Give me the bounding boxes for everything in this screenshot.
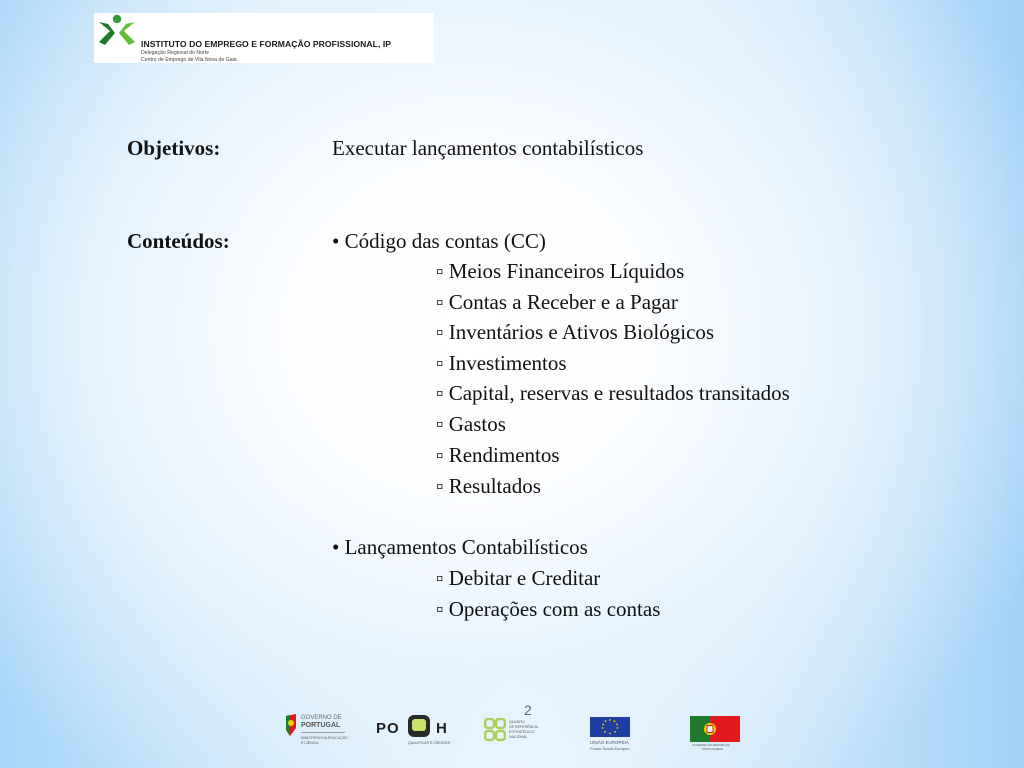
- list-item: ▫ Meios Financeiros Líquidos: [436, 259, 685, 283]
- poph-logo: PO H QUALIFICAR É CRESCER: [374, 714, 454, 750]
- uniao-europeia-logo: UNIÃO EUROPEIA Fundo Social Europeu: [588, 717, 644, 751]
- objectives-text: Executar lançamentos contabilísticos: [332, 136, 644, 160]
- qren-mark-icon: [484, 718, 506, 742]
- eu-flag-icon: [590, 717, 630, 737]
- sub-bullet: ▫: [436, 259, 444, 283]
- sub-bullet: ▫: [436, 320, 444, 344]
- qren-logo: 2 QUADRO DE REFERÊNCIA ESTRATÉGICO NACIONAL: [484, 704, 554, 748]
- list-item: ▫ Gastos: [436, 412, 506, 436]
- list-item: ▫ Investimentos: [436, 351, 567, 375]
- sub-bullet: ▫: [436, 381, 444, 405]
- iefp-person-logo-icon: [96, 14, 138, 48]
- iefp-logo: [94, 13, 434, 63]
- list-item: ▫ Inventários e Ativos Biológicos: [436, 320, 715, 344]
- logo-subtitle-1: Delegação Regional do Norte: [141, 50, 210, 56]
- governo-portugal-logo: GOVERNO DE PORTUGAL MINISTÉRIO DA EDUCAÇÃO E CIÊNCIA: [284, 714, 350, 750]
- portugal-flag-icon: [690, 716, 740, 742]
- logo-title: INSTITUTO DO EMPREGO E FORMAÇÃO PROFISSIONAL, IP: [141, 39, 392, 49]
- portugal-flag-logo: GOVERNO DA REPÚBLICA PORTUGUESA: [690, 716, 740, 748]
- sub-bullet: ▫: [436, 443, 444, 467]
- sub-bullet: ▫: [436, 597, 444, 621]
- list-item: ▫ Capital, reservas e resultados transitados: [436, 381, 790, 405]
- list-item: ▫ Operações com as contas: [436, 597, 661, 621]
- list-item: ▫ Rendimentos: [436, 443, 560, 467]
- contents-label: Conteúdos:: [127, 229, 230, 253]
- section-heading-codigo: [332, 229, 546, 254]
- section-title: Código das contas (CC): [344, 229, 546, 253]
- logo-subtitle-2: Centro de Emprego de Vila Nova de Gaia: [141, 57, 237, 63]
- sub-bullet: ▫: [436, 474, 444, 498]
- bullet: •: [332, 229, 340, 253]
- sub-bullet: ▫: [436, 351, 444, 375]
- portugal-shield-icon: [284, 714, 298, 736]
- objectives-label: Objetivos:: [127, 136, 221, 160]
- bullet: •: [332, 535, 340, 559]
- section-title: Lançamentos Contabilísticos: [344, 535, 588, 559]
- sub-bullet: ▫: [436, 412, 444, 436]
- list-item: ▫ Debitar e Creditar: [436, 566, 601, 590]
- list-item: ▫ Contas a Receber e a Pagar: [436, 290, 678, 314]
- list-item: ▫ Resultados: [436, 474, 541, 498]
- sub-bullet: ▫: [436, 290, 444, 314]
- section-heading-lancamentos: [332, 535, 588, 560]
- sub-bullet: ▫: [436, 566, 444, 590]
- page-number: 2: [524, 702, 532, 718]
